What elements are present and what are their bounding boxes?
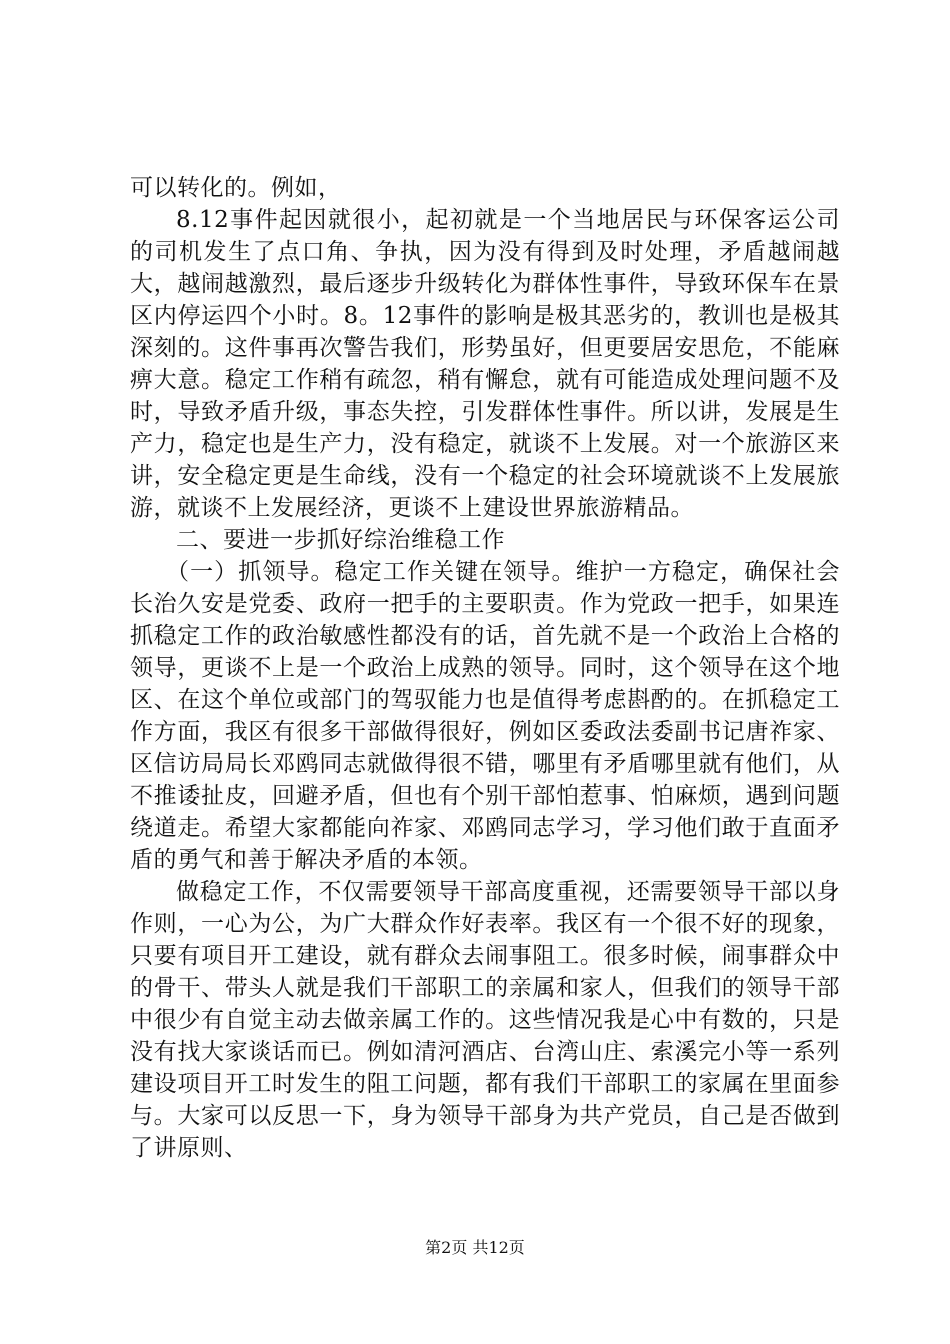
paragraph-stability-work: 做稳定工作，不仅需要领导干部高度重视，还需要领导干部以身作则，一心为公，为广大群众作好表率。我区有一个很不好的现象，只要有项目开工建设，就有群众去闹事阻工。很多时候，闹事群众中的骨干、带头人就是我们干部职工的亲属和家人，但我们的领导干部中很少有自觉主动去做亲属工作的。这些情况我是心中有数的，只是没有找大家谈话而已。例如清河酒店、台湾山庄、索溪完小等一系列建设项目开工时发生的阻工问题，都有我们干部职工的家属在里面参与。大家可以反思一下，身为领导干部身为共产党员，自己是否做到了讲原则、 <box>130 879 840 1161</box>
paragraph-continuation: 可以转化的。例如， <box>130 175 342 201</box>
page-footer: 第2页 共12页 <box>425 1238 525 1257</box>
section-heading: 二、要进一步抓好综治维稳工作 <box>176 527 505 553</box>
paragraph-leadership: （一）抓领导。稳定工作关键在领导。维护一方稳定，确保社会长治久安是党委、政府一把手的主要职责。作为党政一把手，如果连抓稳定工作的政治敏感性都没有的话，首先就不是一个政治上合格的领导，更谈不上是一个政治上成熟的领导。同时，这个领导在这个地区、在这个单位或部门的驾驭能力也是值得考虑斟酌的。在抓稳定工作方面，我区有很多干部做得很好，例如区委政法委副书记唐祚家、区信访局局长邓鸥同志就做得很不错，哪里有矛盾哪里就有他们，从不推诿扯皮，回避矛盾，但也有个别干部怕惹事、怕麻烦，遇到问题绕道走。希望大家都能向祚家、邓鸥同志学习，学习他们敢于直面矛盾的勇气和善于解决矛盾的本领。 <box>130 559 840 873</box>
paragraph-incident-8-12: 8.12事件起因就很小，起初就是一个当地居民与环保客运公司的司机发生了点口角、争执，因为没有得到及时处理，矛盾越闹越大，越闹越激烈，最后逐步升级转化为群体性事件，导致环保车在景区内停运四个小时。8。12事件的影响是极其恶劣的，教训也是极其深刻的。这件事再次警告我们，形势虽好，但更要居安思危，不能麻痹大意。稳定工作稍有疏忽，稍有懈怠，就有可能造成处理问题不及时，导致矛盾升级，事态失控，引发群体性事件。所以讲，发展是生产力，稳定也是生产力，没有稳定，就谈不上发展。对一个旅游区来讲，安全稳定更是生命线，没有一个稳定的社会环境就谈不上发展旅游，就谈不上发展经济，更谈不上建设世界旅游精品。 <box>130 207 840 521</box>
document-body <box>130 172 840 1164</box>
